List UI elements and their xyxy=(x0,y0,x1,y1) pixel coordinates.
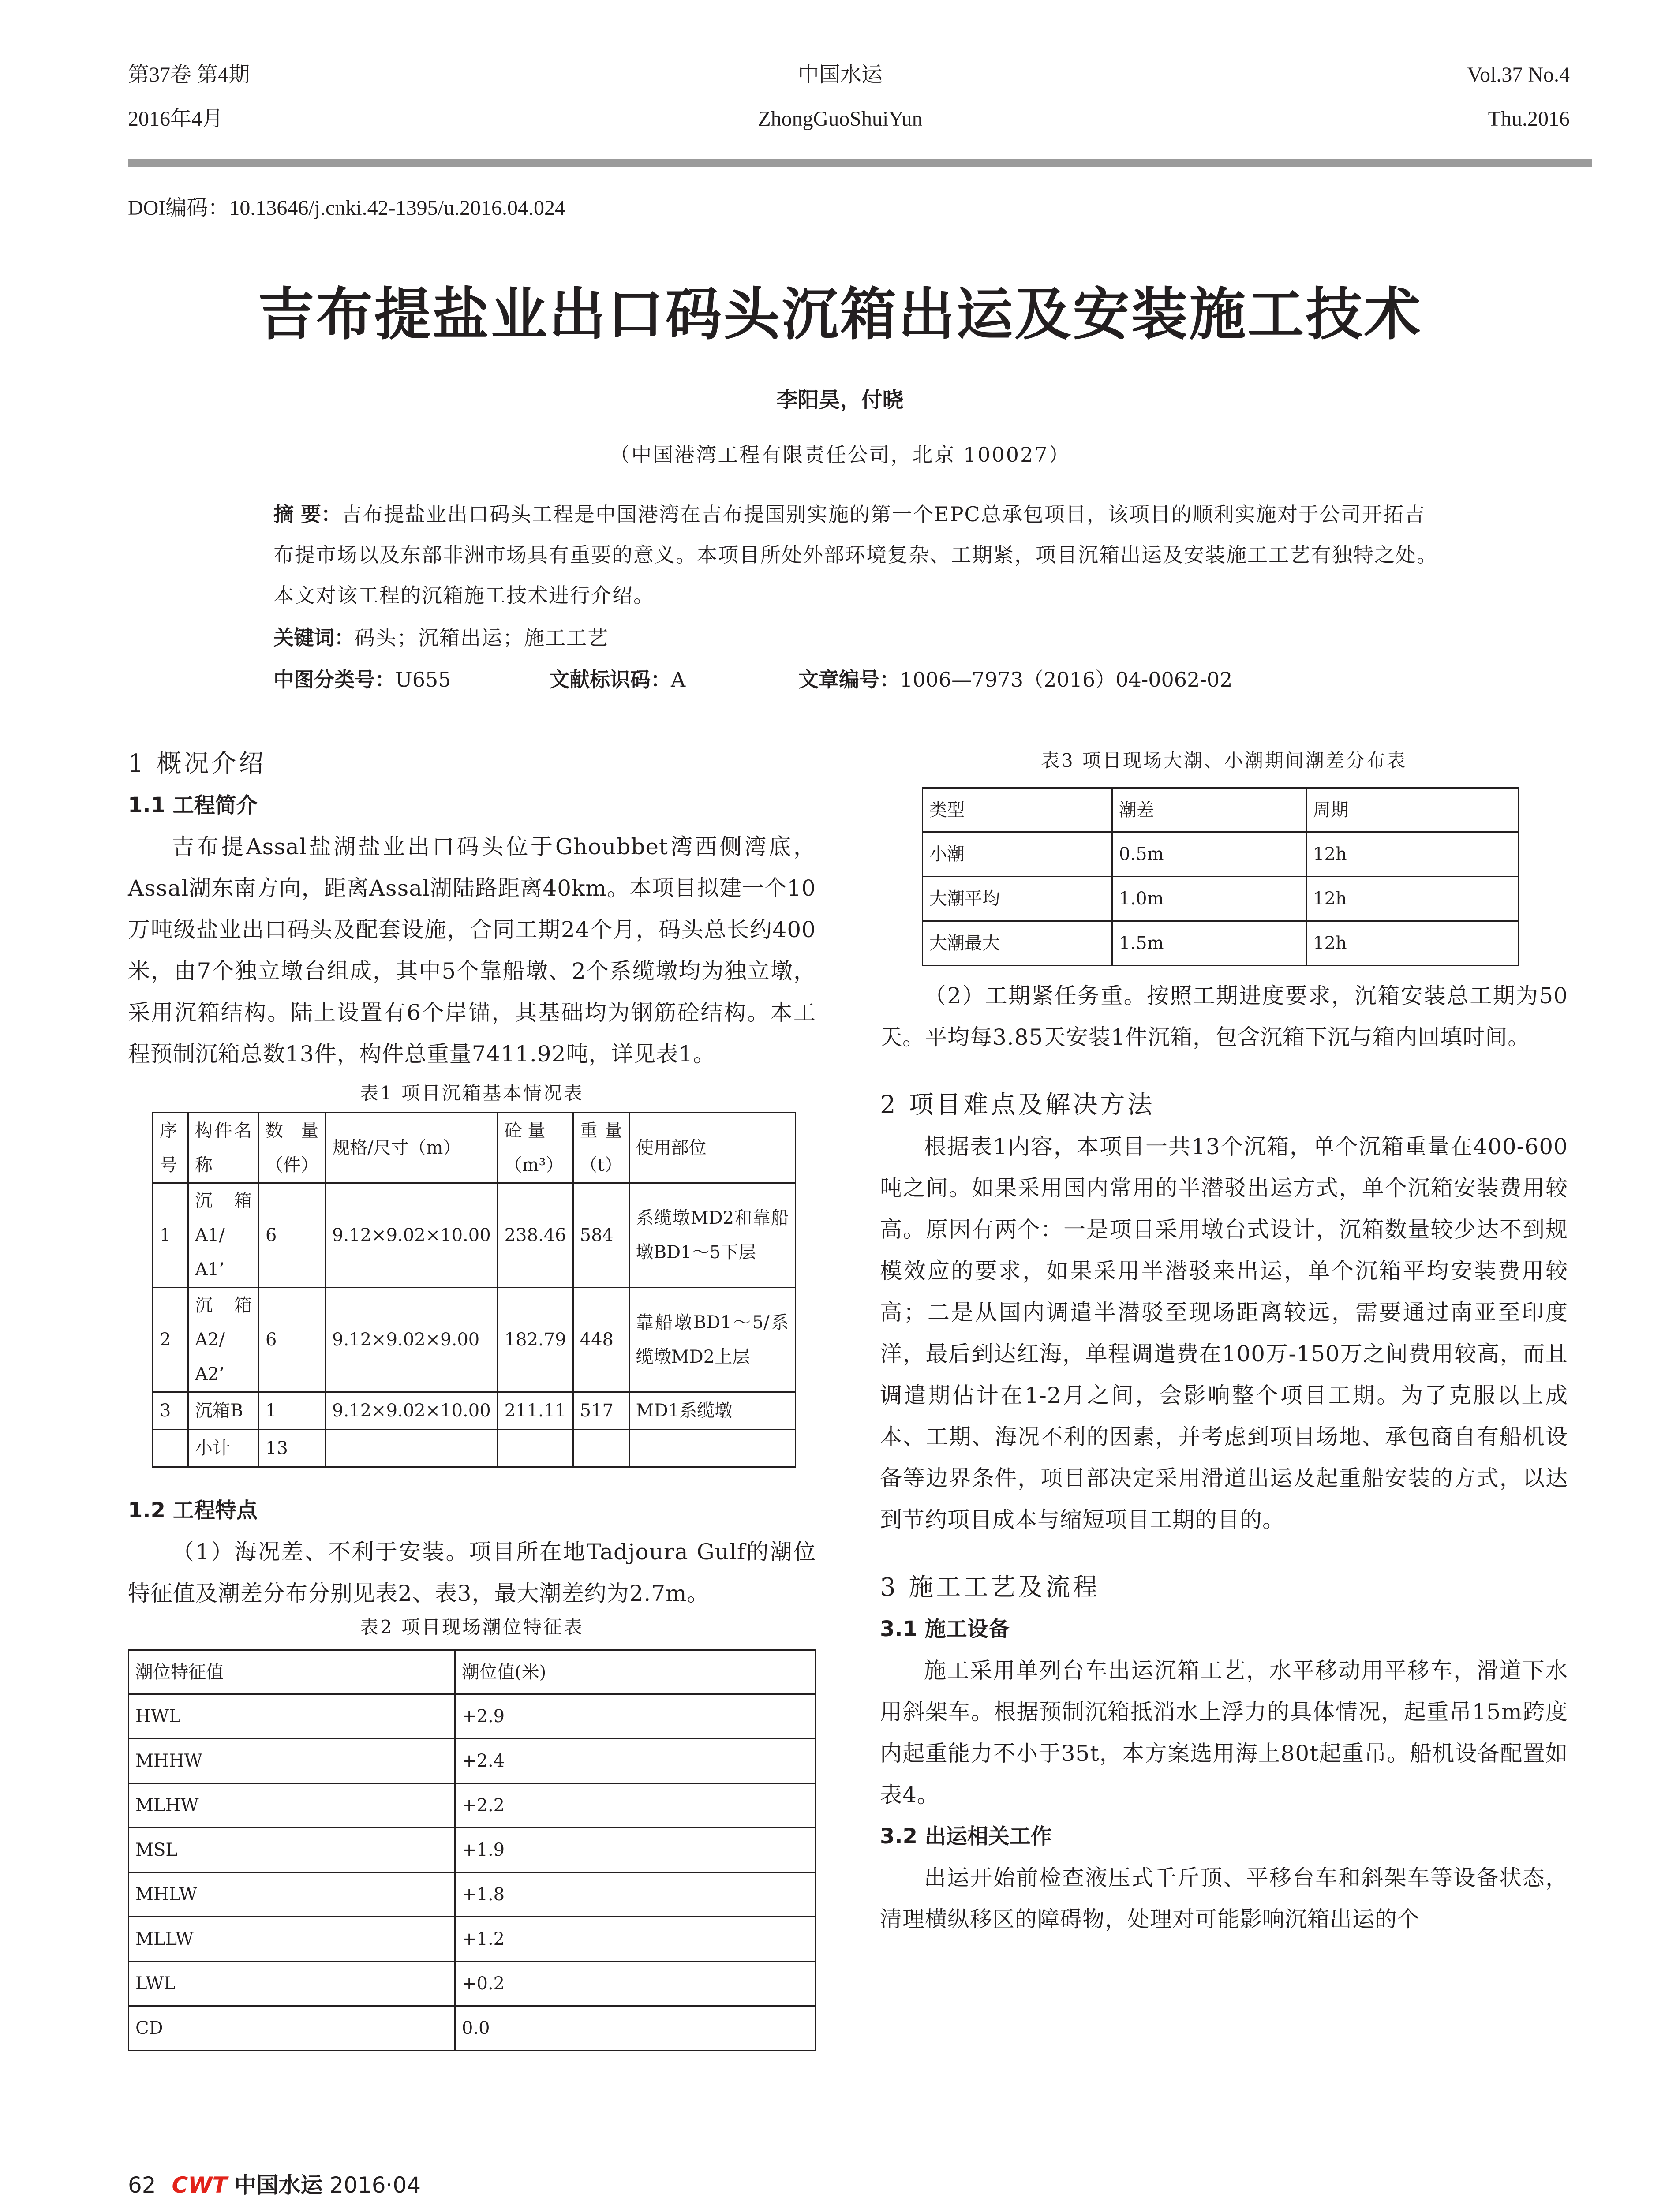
table-2-caption: 表2 项目现场潮位特征表 xyxy=(359,1616,584,1638)
section-2-heading: 2 项目难点及解决方法 xyxy=(880,1091,1155,1119)
abstract xyxy=(273,494,1438,616)
table-row: MLHW +2.2 xyxy=(129,1783,816,1828)
keywords xyxy=(273,622,609,651)
article-number: 文章编号：1006—7973（2016）04-0062-02 xyxy=(798,668,1233,691)
section-3-2-paragraph: 出运开始前检查液压式千斤顶、平移台车和斜架车等设备状态，清理横纵移区的障碍物，处理对可能影响沉箱出运的个 xyxy=(880,1865,1568,1932)
table-row: 小计 13 xyxy=(153,1430,796,1467)
section-2-paragraph: 根据表1内容，本项目一共13个沉箱，单个沉箱重量在400-600吨之间。如果采用国内常用的半潜驳出运方式，单个沉箱安装费用较高。原因有两个：一是项目采用墩台式设计，沉箱数量较少达不到规模效应的要求，如果采用半潜驳来出运，单个沉箱平均安装费用较高；二是从国内调遣半潜驳至现场距离较远，需要通过南亚至印度洋，最后到达红海，单程调遣费在100万-150万之间费用较高，而且调遣期估计在1-2月之间，会影响整个项目工期。为了克服以上成本、工期、海况不利的因素，并考虑到项目场地、承包商自有船机设备等边界条件，项目部决定采用滑道出运及起重船安装的方式，以达到节约项目成本与缩短项目工期的目的。 xyxy=(880,1134,1568,1532)
table-3-caption: 表3 项目现场大潮、小潮期间潮差分布表 xyxy=(1040,750,1407,771)
header-date-cn: 2016年4月 xyxy=(128,107,224,131)
table-2 xyxy=(128,1649,816,2051)
classification xyxy=(273,664,1464,690)
table-row: 大潮平均 1.0m 12h xyxy=(923,877,1519,921)
table-3-header-period: 周期 xyxy=(1306,788,1519,832)
table-row: HWL +2.9 xyxy=(129,1694,816,1739)
section-3-heading: 3 施工工艺及流程 xyxy=(880,1573,1100,1602)
section-3-2-heading: 3.2 出运相关工作 xyxy=(880,1824,1052,1849)
table-row: 小潮 0.5m 12h xyxy=(923,832,1519,877)
table-1-header-volume: 砼 量 （m³） xyxy=(498,1113,573,1183)
left-column xyxy=(128,743,816,2051)
header-rule xyxy=(128,159,1592,167)
table-2-header-feature: 潮位特征值 xyxy=(129,1650,455,1694)
paper-title: 吉布提盐业出口码头沉箱出运及安装施工技术 xyxy=(258,281,1422,348)
table-row: MHHW +2.4 xyxy=(129,1739,816,1783)
footer xyxy=(128,2168,421,2199)
table-3-header-type: 类型 xyxy=(923,788,1112,832)
section-1-2-paragraph: （1）海况差、不利于安装。项目所在地Tadjoura Gulf的潮位特征值及潮差分布分别见表2、表3，最大潮差约为2.7m。 xyxy=(128,1539,816,1606)
keywords-label: 关键词： xyxy=(273,626,355,650)
footer-journal: 中国水运 xyxy=(234,2172,323,2198)
table-3-header-range: 潮差 xyxy=(1112,788,1306,832)
table-row: CD 0.0 xyxy=(129,2006,816,2051)
right-column xyxy=(880,747,1568,1940)
header-volume-en: Vol.37 No.4 xyxy=(1467,63,1570,86)
header-journal-cn: 中国水运 xyxy=(797,63,883,86)
table-1-header-qty: 数量（件） xyxy=(259,1113,326,1183)
table-1-header-no: 序号 xyxy=(153,1113,188,1183)
table-row: 2 沉箱A2/ A2’ 6 9.12×9.02×9.00 182.79 448 靠船墩BD1～5/系缆墩MD2上层 xyxy=(153,1288,796,1392)
authors: 李阳昊，付晓 xyxy=(776,388,904,412)
document-code: 文献标识码：A xyxy=(549,668,686,691)
section-3-1-heading: 3.1 施工设备 xyxy=(880,1617,1010,1641)
table-row: MLLW +1.2 xyxy=(129,1917,816,1962)
table-1-header-name: 构件名称 xyxy=(188,1113,259,1183)
keywords-text: 码头；沉箱出运；施工工艺 xyxy=(355,626,609,650)
section-1-1-paragraph: 吉布提Assal盐湖盐业出口码头位于Ghoubbet湾西侧湾底，Assal湖东南方向，距离Assal湖陆路距离40km。本项目拟建一个10万吨级盐业出口码头及配套设施，合同工期24个月，码头总长约400米，由7个独立墩台组成，其中5个靠船墩、2个系缆墩均为独立墩，采用沉箱结构。陆上设置有6个岸锚，其基础均为钢筋砼结构。本工程预制沉箱总数13件，构件总重量7411.92吨，详见表1。 xyxy=(128,834,816,1067)
schedule-paragraph: （2）工期紧任务重。按照工期进度要求，沉箱安装总工期为50天。平均每3.85天安装1件沉箱，包含沉箱下沉与箱内回填时间。 xyxy=(880,983,1568,1050)
abstract-label: 摘 要： xyxy=(273,502,342,526)
table-1-header-usage: 使用部位 xyxy=(629,1113,795,1183)
affiliation: （中国港湾工程有限责任公司，北京 100027） xyxy=(610,443,1070,467)
section-1-2-heading: 1.2 工程特点 xyxy=(128,1498,258,1523)
table-1-header-size: 规格/尺寸（m） xyxy=(326,1113,498,1183)
table-row: MSL +1.9 xyxy=(129,1828,816,1872)
table-row: 1 沉箱A1/ A1’ 6 9.12×9.02×10.00 238.46 584 系缆墩MD2和靠船墩BD1～5下层 xyxy=(153,1183,796,1288)
table-1-header-weight: 重量（t） xyxy=(573,1113,629,1183)
abstract-text: 吉布提盐业出口码头工程是中国港湾在吉布提国别实施的第一个EPC总承包项目，该项目的顺利实施对于公司开拓吉布提市场以及东部非洲市场具有重要的意义。本项目所处外部环境复杂、工期紧，项目沉箱出运及安装施工工艺有独特之处。本文对该工程的沉箱施工技术进行介绍。 xyxy=(273,502,1438,607)
header-journal-en: ZhongGuoShuiYun xyxy=(758,107,923,131)
table-3 xyxy=(922,787,1519,966)
table-row: LWL +0.2 xyxy=(129,1962,816,2006)
table-1-caption: 表1 项目沉箱基本情况表 xyxy=(359,1082,584,1104)
footer-issue: 2016·04 xyxy=(329,2172,421,2198)
header-date-en: Thu.2016 xyxy=(1488,107,1570,131)
journal-logo: CWT xyxy=(172,2172,228,2198)
section-1-heading: 1 概况介绍 xyxy=(128,749,266,778)
section-3-1-paragraph: 施工采用单列台车出运沉箱工艺，水平移动用平移车，滑道下水用斜架车。根据预制沉箱抵消水上浮力的具体情况，起重吊15m跨度内起重能力不小于35t，本方案选用海上80t起重吊。船机设备配置如表4。 xyxy=(880,1658,1568,1808)
table-2-header-value: 潮位值(米) xyxy=(455,1650,816,1694)
table-1 xyxy=(152,1112,796,1468)
page-number: 62 xyxy=(128,2172,156,2198)
clc-code: 中图分类号：U655 xyxy=(273,668,451,691)
table-row: 大潮最大 1.5m 12h xyxy=(923,921,1519,966)
doi: DOI编码：10.13646/j.cnki.42-1395/u.2016.04.024 xyxy=(128,196,565,220)
table-row: 3 沉箱B 1 9.12×9.02×10.00 211.11 517 MD1系缆墩 xyxy=(153,1392,796,1430)
table-row: MHLW +1.8 xyxy=(129,1872,816,1917)
section-1-1-heading: 1.1 工程简介 xyxy=(128,793,258,818)
header-volume-issue: 第37卷 第4期 xyxy=(128,63,250,86)
